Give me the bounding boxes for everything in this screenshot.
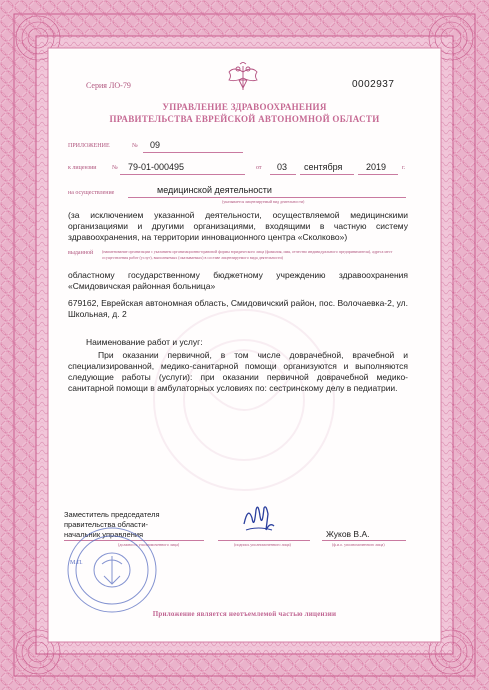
coat-of-arms-icon [226, 62, 260, 94]
signatory-position: Заместитель председателя правительства области- начальник управления [64, 510, 160, 539]
license-year-underline [358, 174, 398, 175]
name-note: (ф.и.о. уполномоченного лица) [332, 542, 385, 547]
license-number-underline [120, 174, 245, 175]
name-underline [322, 540, 406, 541]
series-label: Серия ЛО-79 [86, 81, 131, 90]
license-year: 2019 [366, 162, 387, 172]
footer-note: Приложение является неотъемлемой частью лицензии [152, 610, 337, 618]
issued-note: (наименование организации с указанием организационно-правовой формы юридического лица (фамилия, имя, отчество индивидуального предпринимателя), адреса мест осуществления работ (услуг), выполняемых (оказываемых) в составе лицензируемого вида деятельности) [102, 249, 393, 260]
activity-note: (указывается лицензируемый вид деятельности) [222, 199, 305, 204]
license-no-sign: № [112, 165, 118, 171]
license-prefix: к лицензии [68, 165, 97, 171]
serial-number: 0002937 [352, 79, 395, 90]
appendix-no-sign: № [132, 143, 138, 149]
license-number: 79-01-000495 [128, 162, 185, 172]
issued-address: 679162, Еврейская автономная область, Смидовичский район, пос. Волочаевка-2, ул. Школьная, д. 2 [68, 298, 408, 319]
handwritten-signature [240, 500, 276, 538]
activity-underline [128, 197, 406, 198]
appendix-number: 09 [150, 140, 161, 150]
position-note: (должность уполномоченного лица) [118, 542, 180, 547]
license-month-underline [300, 174, 354, 175]
issued-org-name: областному государственному бюджетному учреждению здравоохранения «Смидовичская районная больница» [68, 270, 408, 291]
issuer-title-line2: ПРАВИТЕЛЬСТВА ЕВРЕЙСКОЙ АВТОНОМНОЙ ОБЛАСТИ [109, 114, 380, 124]
signatory-name: Жуков В.А. [326, 529, 370, 539]
activity-label: на осуществление [68, 190, 115, 196]
services-text: При оказании первичной, в том числе доврачебной, врачебной и специализированной, медико-санитарной помощи организуются и выполняются следующие работы (услуги): при оказании первичной доврачебной медико-санитарной помощи в амбулаторных условиях по: сестринскому делу в педиатрии. [68, 350, 408, 393]
signature-note: (подпись уполномоченного лица) [234, 542, 291, 547]
official-stamp [66, 526, 158, 614]
stamp-label: М.П. [70, 560, 83, 566]
activity-value: медицинской деятельности [157, 185, 272, 195]
license-month: сентября [304, 162, 343, 172]
signature-underline [218, 540, 310, 541]
appendix-underline [143, 152, 243, 153]
appendix-label: ПРИЛОЖЕНИЕ [68, 143, 110, 149]
issued-label: выданной [68, 250, 94, 256]
license-day: 03 [277, 162, 288, 172]
services-heading: Наименование работ и услуг: [86, 337, 203, 347]
license-from-label: от [256, 165, 262, 171]
license-day-underline [270, 174, 296, 175]
activity-exception-text: (за исключением указанной деятельности, осуществляемой медицинскими организациями и другими организациями, входящими в частную систему здравоохранения, на территории инновационного центра «Сколково») [68, 210, 408, 242]
issuer-title-line1: УПРАВЛЕНИЕ ЗДРАВООХРАНЕНИЯ [162, 102, 327, 112]
license-year-suffix: г. [402, 165, 406, 171]
